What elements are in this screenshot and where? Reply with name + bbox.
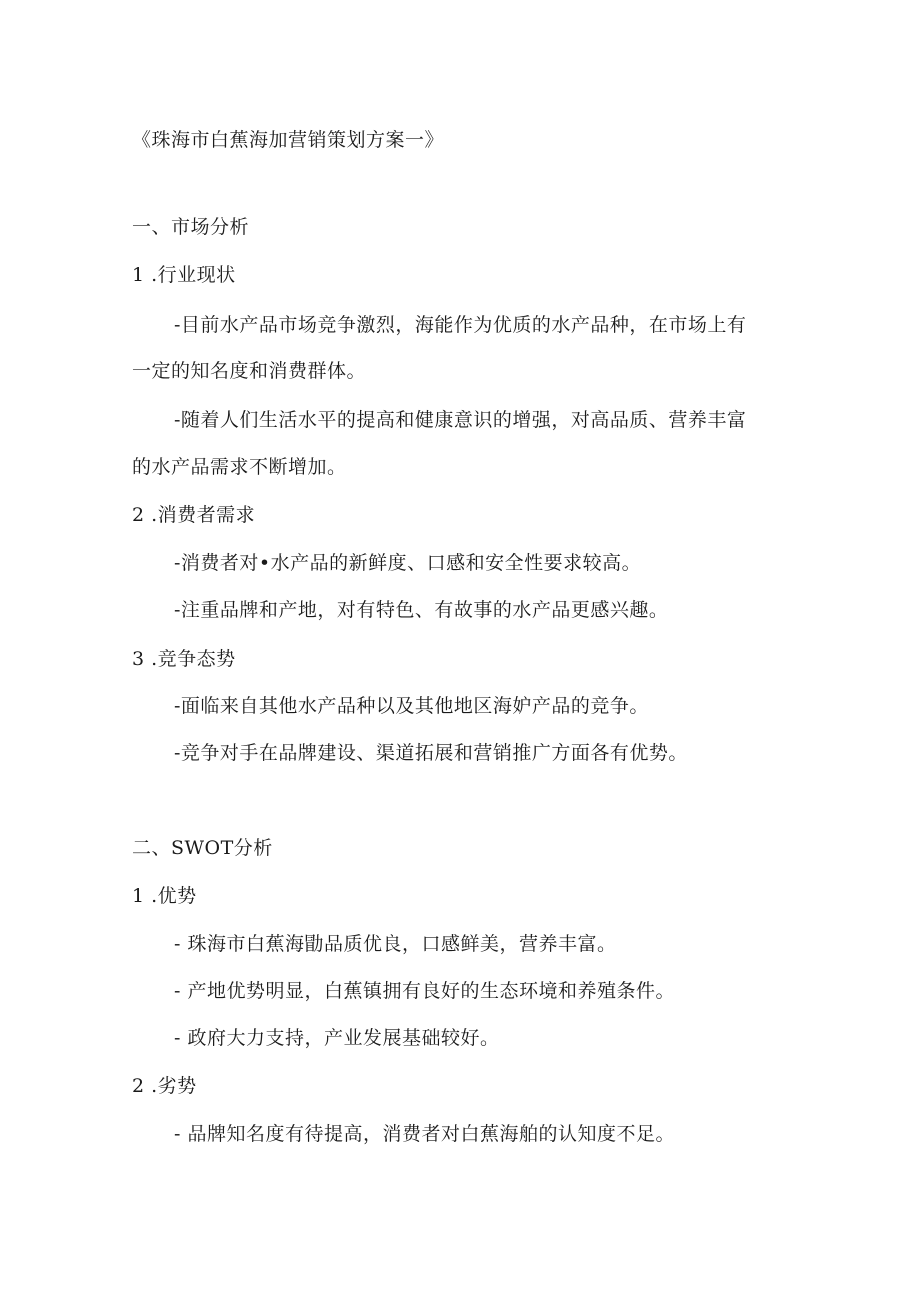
section-heading-swot: 二、SWOT分析 <box>132 837 273 859</box>
subheading-weaknesses: 2 .劣势 <box>132 1075 197 1097</box>
paragraph-line: - 政府大力支持，产业发展基础较好。 <box>174 1027 500 1049</box>
subheading-consumer-demand: 2 .消费者需求 <box>132 504 256 526</box>
paragraph-line: 的水产品需求不断增加。 <box>132 456 347 478</box>
paragraph-line: 一定的知名度和消费群体。 <box>132 360 367 382</box>
paragraph-line: -随着人们生活水平的提高和健康意识的增强，对高品质、营养丰富 <box>174 409 747 431</box>
section-heading-market-analysis: 一、市场分析 <box>132 216 250 238</box>
paragraph-line: -面临来自其他水产品种以及其他地区海妒产品的竞争。 <box>174 695 649 717</box>
paragraph-line: - 品牌知名度有待提高，消费者对白蕉海舶的认知度不足。 <box>174 1123 675 1145</box>
document-title: 《珠海市白蕉海加营销策划方案一》 <box>132 129 445 151</box>
paragraph-line: -注重品牌和产地，对有特色、有故事的水产品更感兴趣。 <box>174 599 669 621</box>
paragraph-line: - 产地优势明显，白蕉镇拥有良好的生态环境和养殖条件。 <box>174 980 675 1002</box>
subheading-strengths: 1 .优势 <box>132 885 197 907</box>
paragraph-line: -消费者对•水产品的新鲜度、口感和安全性要求较高。 <box>174 552 642 574</box>
subheading-competition: 3 .竞争态势 <box>132 648 236 670</box>
paragraph-line: - 珠海市白蕉海勖品质优良，口感鲜美，营养丰富。 <box>174 933 617 955</box>
subheading-industry-status: 1 .行业现状 <box>132 264 236 286</box>
paragraph-line: -目前水产品市场竞争激烈，海能作为优质的水产品种，在市场上有 <box>174 314 747 336</box>
paragraph-line: -竞争对手在品牌建设、渠道拓展和营销推广方面各有优势。 <box>174 742 688 764</box>
